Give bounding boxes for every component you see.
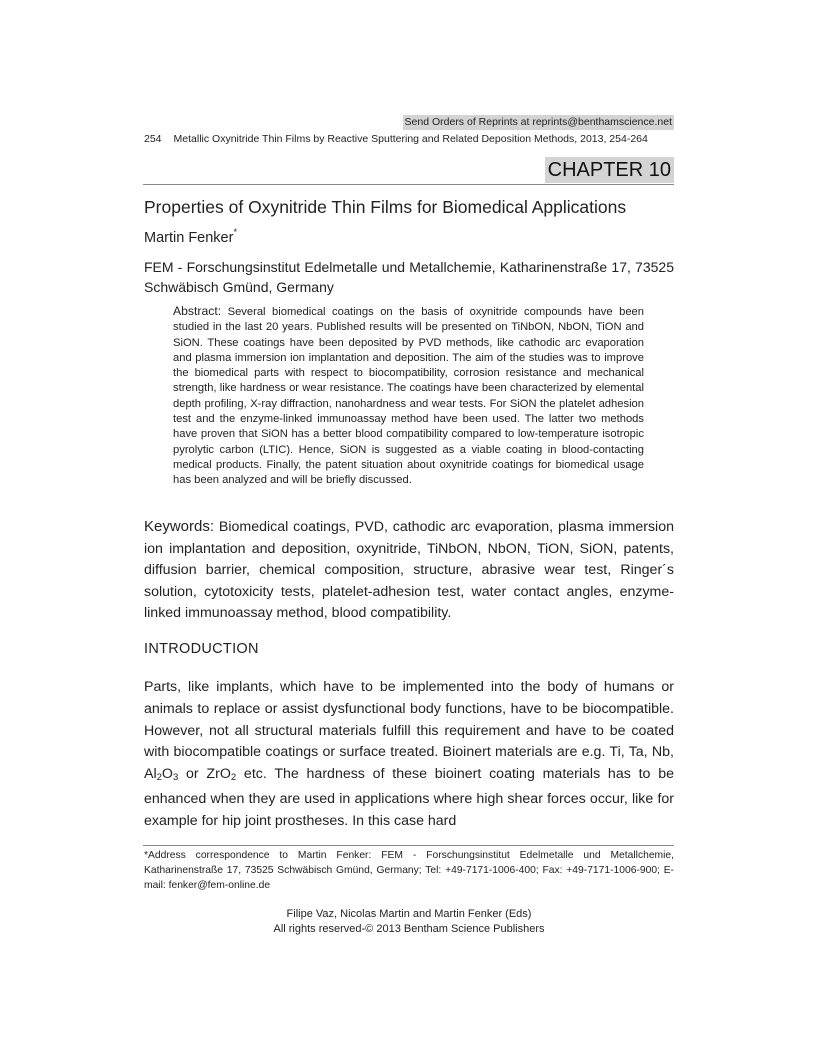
page-number: 254 xyxy=(144,133,162,145)
footnote-divider xyxy=(143,845,674,846)
intro-text-1: Parts, like implants, which have to be implemented into the body of humans or animals to replace or assist dysfunctional body functions, have to be biocompatible. However, not all structural materials fulfill this requirement and have to be coated with biocompatible coatings or surface treated. Bioinert materials are e.g. Ti, Ta, Nb, Al xyxy=(144,679,674,783)
keywords-label: Keywords: xyxy=(144,518,215,535)
intro-text-3: or ZrO xyxy=(178,766,231,783)
intro-text-2: O xyxy=(161,766,173,783)
author-line xyxy=(144,227,237,246)
subscript: 3 xyxy=(172,772,179,784)
header-divider xyxy=(143,184,674,185)
reprints-note: Send Orders of Reprints at reprints@benthamscience.net xyxy=(404,116,672,128)
section-heading: INTRODUCTION xyxy=(144,641,259,657)
abstract xyxy=(173,304,644,489)
abstract-text: Several biomedical coatings on the basis of oxynitride compounds have been studied in the last 20 years. Published results will be presented on TiNbON, NbON, TiON and SiON. These coatings have been deposited by PVD methods, like cathodic arc evaporation and plasma immersion ion implantation and deposition. The aim of the studies was to improve the biomedical parts with respect to biocompatibility, corrosion resistance and mechanical strength, like hardness or wear resistance. The coatings have been characterized by elemental depth profiling, X-ray diffraction, nanohardness and wear tests. For SiON the platelet adhesion test and the enzyme-linked immunoassay method have been used. The latter two methods have proven that SiON has a better blood compatibility compared to low-temperature isotropic pyrolytic carbon (LTIC). Hence, SiON is suggested as a viable coating in blood-contacting medical products. Finally, the patent situation about oxynitride coatings for biomedical usage has been analyzed and will be briefly discussed. xyxy=(173,306,645,487)
rights-line: All rights reserved-© 2013 Bentham Science Publishers xyxy=(273,923,545,935)
running-title: Metallic Oxynitride Thin Films by Reactive Sputtering and Related Deposition Methods, 2013, 254-264 xyxy=(173,133,648,145)
intro-text-4: etc. The hardness of these bioinert coating materials has to be enhanced when they are used in applications where high shear forces occur, like for example for hip joint prostheses. In this case hard xyxy=(144,766,674,829)
keywords xyxy=(144,516,674,625)
intro-paragraph xyxy=(144,677,674,833)
editors-line: Filipe Vaz, Nicolas Martin and Martin Fenker (Eds) xyxy=(286,908,532,920)
subscript: 2 xyxy=(156,772,162,784)
running-header xyxy=(144,133,674,145)
page-footer xyxy=(144,907,674,937)
footnote: *Address correspondence to Martin Fenker: FEM - Forschungsinstitut Edelmetalle und Metallchemie, Katharinenstraße 17, 73525 Schwäbisch Gmünd, Germany; Tel: +49-7171-1006-400; Fax: +49-7171-1006-900; E-mail: fenker@fem-online.de xyxy=(144,850,674,891)
keywords-text: Biomedical coatings, PVD, cathodic arc evaporation, plasma immersion ion implantation and deposition, oxynitride, TiNbON, NbON, TiON, SiON, patents, diffusion barrier, chemical composition, structure, abrasive wear test, Ringer´s solution, cytotoxicity tests, platelet-adhesion test, water contact angles, enzyme-linked immunoassay method, blood compatibility. xyxy=(144,519,674,621)
article-title: Properties of Oxynitride Thin Films for Biomedical Applications xyxy=(144,197,627,217)
chapter-label: CHAPTER 10 xyxy=(545,157,674,183)
subscript: 2 xyxy=(230,772,237,784)
author-name: Martin Fenker xyxy=(144,230,234,246)
author-footnote-mark: * xyxy=(233,227,237,237)
abstract-label: Abstract: xyxy=(173,304,222,318)
affiliation: FEM - Forschungsinstitut Edelmetalle und Metallchemie, Katharinenstraße 17, 73525 Schwäbisch Gmünd, Germany xyxy=(144,259,674,295)
